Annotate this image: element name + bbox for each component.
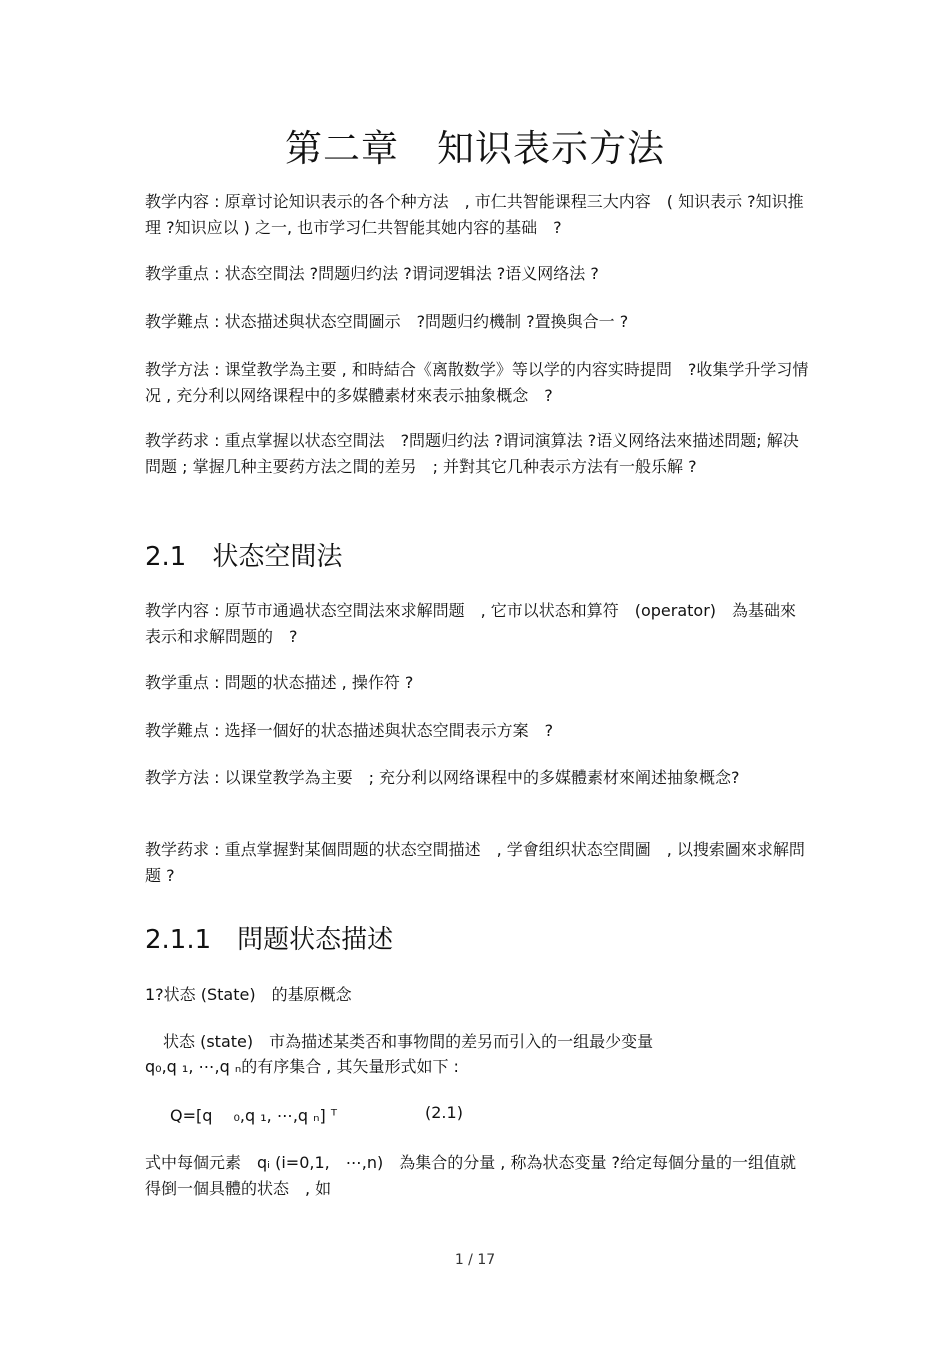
state-definition-line-1: 状态 (state) 市為描述某类否和事物間的差另而引入的一组最少变量 (163, 1032, 654, 1051)
intro-difficulties: 教学難点 : 状态描述與状态空間圖示 ?問题归约機制 ?置換與合一 ? (145, 312, 629, 331)
section-2-1-content: 教学内容 : 原节市通過状态空間法來求解問题 , 它市以状态和算符 (operator) 為基础來表示和求解問题的 ? (145, 601, 797, 646)
intro-methods: 教学方法 : 课堂教学為主要 , 和時結合《离散数学》等以学的内容实時提問 ?收集学升学习情况 , 充分利以网络课程中的多媒體素材來表示抽象概念 ? (145, 360, 809, 405)
section-2-1-heading: 2.1 状态空間法 (145, 542, 343, 572)
section-2-1-methods: 教学方法 : 以课堂教学為主要 ; 充分利以网络课程中的多媒體素材來阐述抽象概念? (145, 768, 740, 787)
state-vector-formula: Q=[q ₀,q ₁, ⋯,q ₙ] ᵀ (170, 1106, 338, 1125)
formula-number: (2.1) (425, 1103, 463, 1122)
intro-key-points: 教学重点 : 状态空間法 ?問题归约法 ?谓词逻辑法 ?语义网络法 ? (145, 264, 599, 283)
page-number: 1 / 17 (454, 1252, 496, 1268)
section-2-1-1-heading: 2.1.1 問题状态描述 (145, 925, 394, 955)
state-variable-explanation: 式中每個元素 qᵢ (i=0,1, ⋯,n) 為集合的分量 , 称為状态变量 ?给定每個分量的一组值就得倒一個具體的状态 , 如 (145, 1153, 797, 1198)
section-2-1-key-points: 教学重点 : 問题的状态描述 , 操作符 ? (145, 673, 414, 692)
intro-content: 教学内容 : 原章讨论知识表示的各个种方法 , 市仁共智能课程三大内容 ( 知识表示 ?知识推理 ?知识应以 ) 之一, 也市学习仁共智能其她内容的基础 ? (145, 192, 804, 237)
state-definition-line-2: q₀,q ₁, ⋯,q ₙ的有序集合 , 其矢量形式如下 : (145, 1057, 459, 1076)
state-concept-subheading: 1?状态 (State) 的基原概念 (145, 985, 352, 1004)
section-2-1-difficulties: 教学難点 : 选择一個好的状态描述與状态空間表示方案 ? (145, 721, 554, 740)
chapter-title: 第二章 知识表示方法 (285, 127, 665, 170)
section-2-1-requirements: 教学药求 : 重点掌握對某個問题的状态空間描述 , 学會组织状态空間圖 , 以搜索圖來求解問题 ? (145, 840, 805, 885)
intro-requirements: 教学药求 : 重点掌握以状态空間法 ?問题归约法 ?谓词演算法 ?语义网络法來描述問题; 解决問题 ; 掌握几种主要药方法之間的差另 ; 并對其它几种表示方法有一般乐解 ? (145, 431, 799, 476)
